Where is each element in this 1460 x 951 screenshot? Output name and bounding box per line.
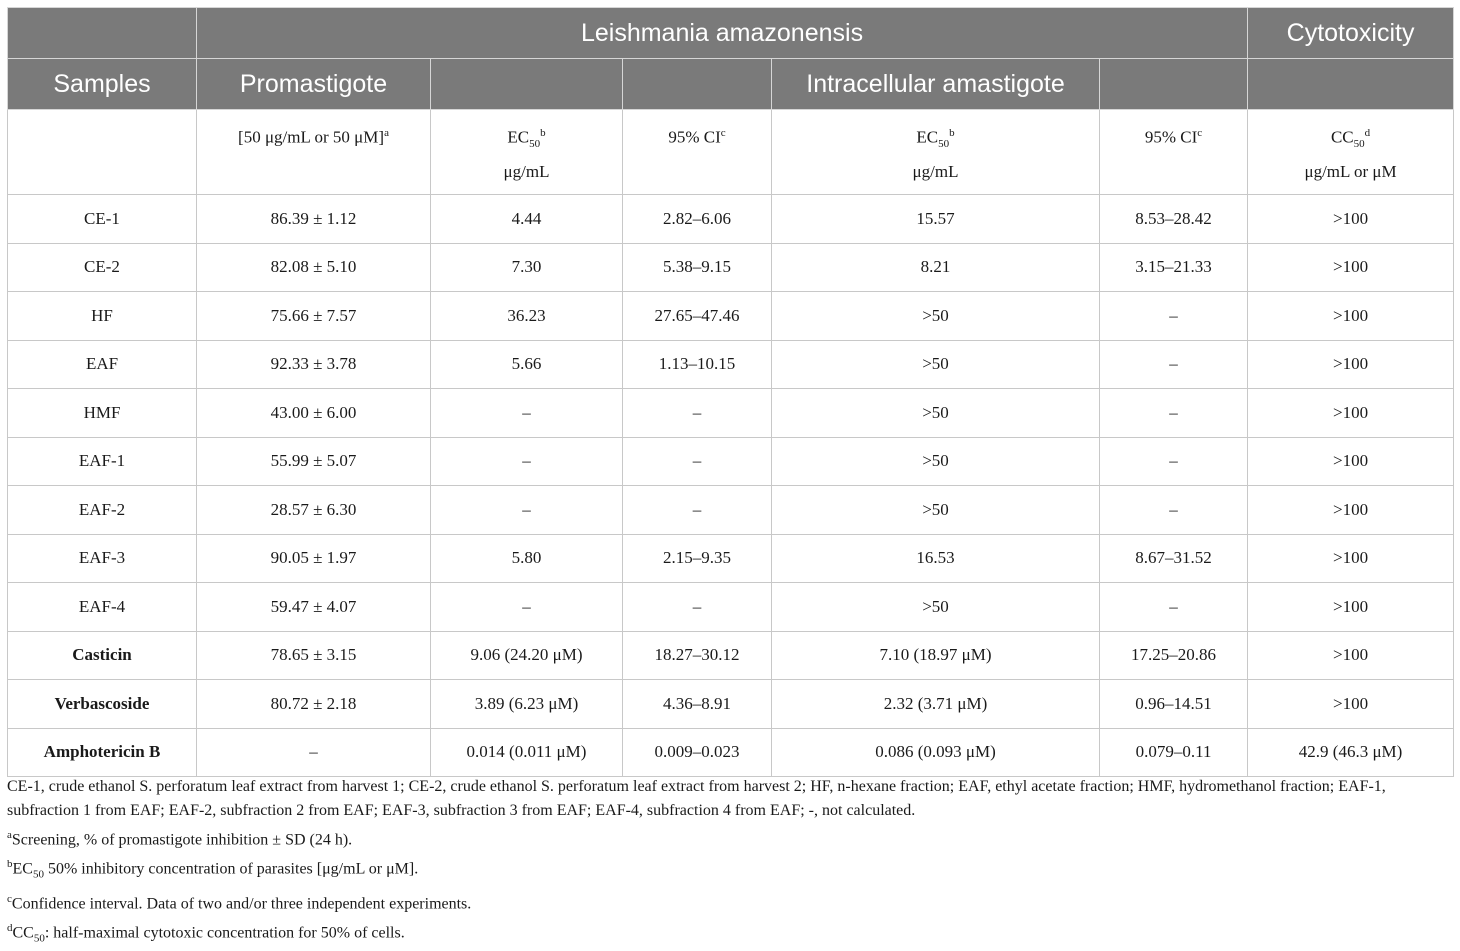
cell-sample: EAF-4	[8, 583, 197, 632]
table-row	[8, 534, 1454, 583]
cell-cc50: >100	[1248, 534, 1454, 583]
data-table	[7, 7, 1454, 777]
cell-ec50-promastigote: 9.06 (24.20 μM)	[431, 631, 623, 680]
cell-ci-promastigote: 0.009–0.023	[623, 728, 772, 777]
units-ec50-ama: $EC_{50}^b$ μg/mL	[772, 110, 1100, 195]
cell-ec50-promastigote: –	[431, 389, 623, 438]
cell-ec50-amastigote: 15.57	[772, 195, 1100, 244]
empty-header-1	[431, 59, 623, 110]
cell-ec50-amastigote: >50	[772, 389, 1100, 438]
cell-ci-promastigote: –	[623, 486, 772, 535]
promastigote-header: Promastigote	[197, 59, 431, 110]
cell-ec50-amastigote: 0.086 (0.093 μM)	[772, 728, 1100, 777]
units-ci-ama: 95% $CI^c$	[1100, 110, 1248, 195]
cell-ec50-amastigote: 7.10 (18.97 μM)	[772, 631, 1100, 680]
samples-header-top	[8, 8, 197, 59]
cell-ci-promastigote: –	[623, 437, 772, 486]
cell-sample: HF	[8, 292, 197, 341]
cell-cc50: >100	[1248, 437, 1454, 486]
cell-ci-promastigote: –	[623, 583, 772, 632]
cell-cc50: >100	[1248, 243, 1454, 292]
empty-header-4	[1248, 59, 1454, 110]
table-body	[8, 195, 1454, 777]
cell-sample: CE-1	[8, 195, 197, 244]
cell-ec50-amastigote: >50	[772, 292, 1100, 341]
cell-screening: 75.66 ± 7.57	[197, 292, 431, 341]
table-row	[8, 437, 1454, 486]
cell-ec50-amastigote: 8.21	[772, 243, 1100, 292]
amastigote-header: Intracellular amastigote	[772, 59, 1100, 110]
cell-ci-promastigote: 5.38–9.15	[623, 243, 772, 292]
cell-cc50: >100	[1248, 583, 1454, 632]
cell-ec50-amastigote: >50	[772, 486, 1100, 535]
samples-header: Samples	[8, 59, 197, 110]
units-ci-pro: 95% $CI^c$	[623, 110, 772, 195]
cytotoxicity-header: Cytotoxicity	[1248, 8, 1454, 59]
cell-screening: 82.08 ± 5.10	[197, 243, 431, 292]
cell-ec50-promastigote: 4.44	[431, 195, 623, 244]
cell-ec50-amastigote: 2.32 (3.71 μM)	[772, 680, 1100, 729]
cell-ci-amastigote: –	[1100, 437, 1248, 486]
cell-screening: 92.33 ± 3.78	[197, 340, 431, 389]
cell-ec50-amastigote: >50	[772, 437, 1100, 486]
table-row	[8, 631, 1454, 680]
empty-header-2	[623, 59, 772, 110]
footnote-b: $^bEC_{50}$ 50% inhibitory concentration of parasites [μg/mL or μM].	[7, 858, 419, 881]
cell-ci-amastigote: –	[1100, 292, 1248, 341]
cell-ec50-promastigote: –	[431, 437, 623, 486]
footnote-abbreviations: CE-1, crude ethanol S. perforatum leaf extract from harvest 1; CE-2, crude ethanol S. perforatum leaf extract from harvest 2; HF, n-hexane fraction; EAF, ethyl acetate fraction; HMF, hydromethanol fraction; EAF-1, subfraction 1 from EAF; EAF-2, subfraction 2 from EAF; EAF-3, subfraction 3 from EAF; EAF-4, subfraction 4 from EAF; -, not calculated.	[7, 778, 1386, 819]
cell-sample: EAF-3	[8, 534, 197, 583]
cell-ci-amastigote: 0.079–0.11	[1100, 728, 1248, 777]
cell-ci-amastigote: 17.25–20.86	[1100, 631, 1248, 680]
cell-screening: –	[197, 728, 431, 777]
cell-ci-amastigote: –	[1100, 583, 1248, 632]
cell-ec50-promastigote: 5.80	[431, 534, 623, 583]
cell-screening: 80.72 ± 2.18	[197, 680, 431, 729]
units-row	[8, 110, 1454, 195]
cell-ci-promastigote: 2.82–6.06	[623, 195, 772, 244]
footnote-a: $^a$Screening, % of promastigote inhibition ± SD (24 h).	[7, 829, 353, 849]
table-row	[8, 340, 1454, 389]
cell-ec50-promastigote: 36.23	[431, 292, 623, 341]
header-row-2	[8, 59, 1454, 110]
cell-sample: EAF-2	[8, 486, 197, 535]
cell-ec50-promastigote: 3.89 (6.23 μM)	[431, 680, 623, 729]
cell-ci-amastigote: 0.96–14.51	[1100, 680, 1248, 729]
cell-screening: 43.00 ± 6.00	[197, 389, 431, 438]
units-cc50: $CC_{50}^d$ μg/mL or μM	[1248, 110, 1454, 195]
table-row	[8, 292, 1454, 341]
cell-ec50-promastigote: –	[431, 583, 623, 632]
cell-sample: EAF-1	[8, 437, 197, 486]
leishmania-header: Leishmania amazonensis	[197, 8, 1248, 59]
cell-screening: 78.65 ± 3.15	[197, 631, 431, 680]
cell-screening: 55.99 ± 5.07	[197, 437, 431, 486]
cell-screening: 90.05 ± 1.97	[197, 534, 431, 583]
cell-ci-amastigote: –	[1100, 486, 1248, 535]
cell-ci-promastigote: 1.13–10.15	[623, 340, 772, 389]
cell-sample: HMF	[8, 389, 197, 438]
footnote-d: $^dCC_{50}$: half-maximal cytotoxic concentration for 50% of cells.	[7, 922, 405, 945]
cell-sample: EAF	[8, 340, 197, 389]
units-ec50-pro: $EC_{50}^b$ μg/mL	[431, 110, 623, 195]
footnote-c: $^c$Confidence interval. Data of two and/or three independent experiments.	[7, 892, 472, 913]
cell-ec50-amastigote: >50	[772, 340, 1100, 389]
cell-ci-amastigote: 8.67–31.52	[1100, 534, 1248, 583]
cell-ec50-promastigote: 5.66	[431, 340, 623, 389]
cell-cc50: >100	[1248, 631, 1454, 680]
table-row	[8, 243, 1454, 292]
cell-sample: CE-2	[8, 243, 197, 292]
cell-ci-amastigote: –	[1100, 389, 1248, 438]
cell-ci-promastigote: 4.36–8.91	[623, 680, 772, 729]
cell-ci-amastigote: –	[1100, 340, 1248, 389]
cell-ec50-promastigote: 7.30	[431, 243, 623, 292]
cell-ci-promastigote: 27.65–47.46	[623, 292, 772, 341]
empty-header-3	[1100, 59, 1248, 110]
table-row	[8, 195, 1454, 244]
cell-ec50-amastigote: >50	[772, 583, 1100, 632]
table-row	[8, 486, 1454, 535]
cell-ec50-promastigote: 0.014 (0.011 μM)	[431, 728, 623, 777]
header-row-1	[8, 8, 1454, 59]
cell-screening: 59.47 ± 4.07	[197, 583, 431, 632]
table-row	[8, 389, 1454, 438]
cell-ec50-amastigote: 16.53	[772, 534, 1100, 583]
cell-ci-promastigote: 18.27–30.12	[623, 631, 772, 680]
cell-ec50-promastigote: –	[431, 486, 623, 535]
cell-sample: Verbascoside	[8, 680, 197, 729]
units-samples	[8, 110, 197, 195]
table-row	[8, 680, 1454, 729]
cell-sample: Amphotericin B	[8, 728, 197, 777]
cell-ci-promastigote: –	[623, 389, 772, 438]
cell-ci-amastigote: 8.53–28.42	[1100, 195, 1248, 244]
cell-screening: 28.57 ± 6.30	[197, 486, 431, 535]
cell-cc50: >100	[1248, 340, 1454, 389]
cell-ci-amastigote: 3.15–21.33	[1100, 243, 1248, 292]
units-screen: [50 μg/mL or 50 μM]$^a$	[197, 110, 431, 195]
cell-cc50: >100	[1248, 680, 1454, 729]
cell-cc50: >100	[1248, 195, 1454, 244]
cell-cc50: >100	[1248, 389, 1454, 438]
cell-cc50: 42.9 (46.3 μM)	[1248, 728, 1454, 777]
table-row	[8, 583, 1454, 632]
cell-screening: 86.39 ± 1.12	[197, 195, 431, 244]
cell-cc50: >100	[1248, 486, 1454, 535]
cell-sample: Casticin	[8, 631, 197, 680]
cell-cc50: >100	[1248, 292, 1454, 341]
cell-ci-promastigote: 2.15–9.35	[623, 534, 772, 583]
table-row	[8, 728, 1454, 777]
footnotes	[7, 775, 1453, 951]
